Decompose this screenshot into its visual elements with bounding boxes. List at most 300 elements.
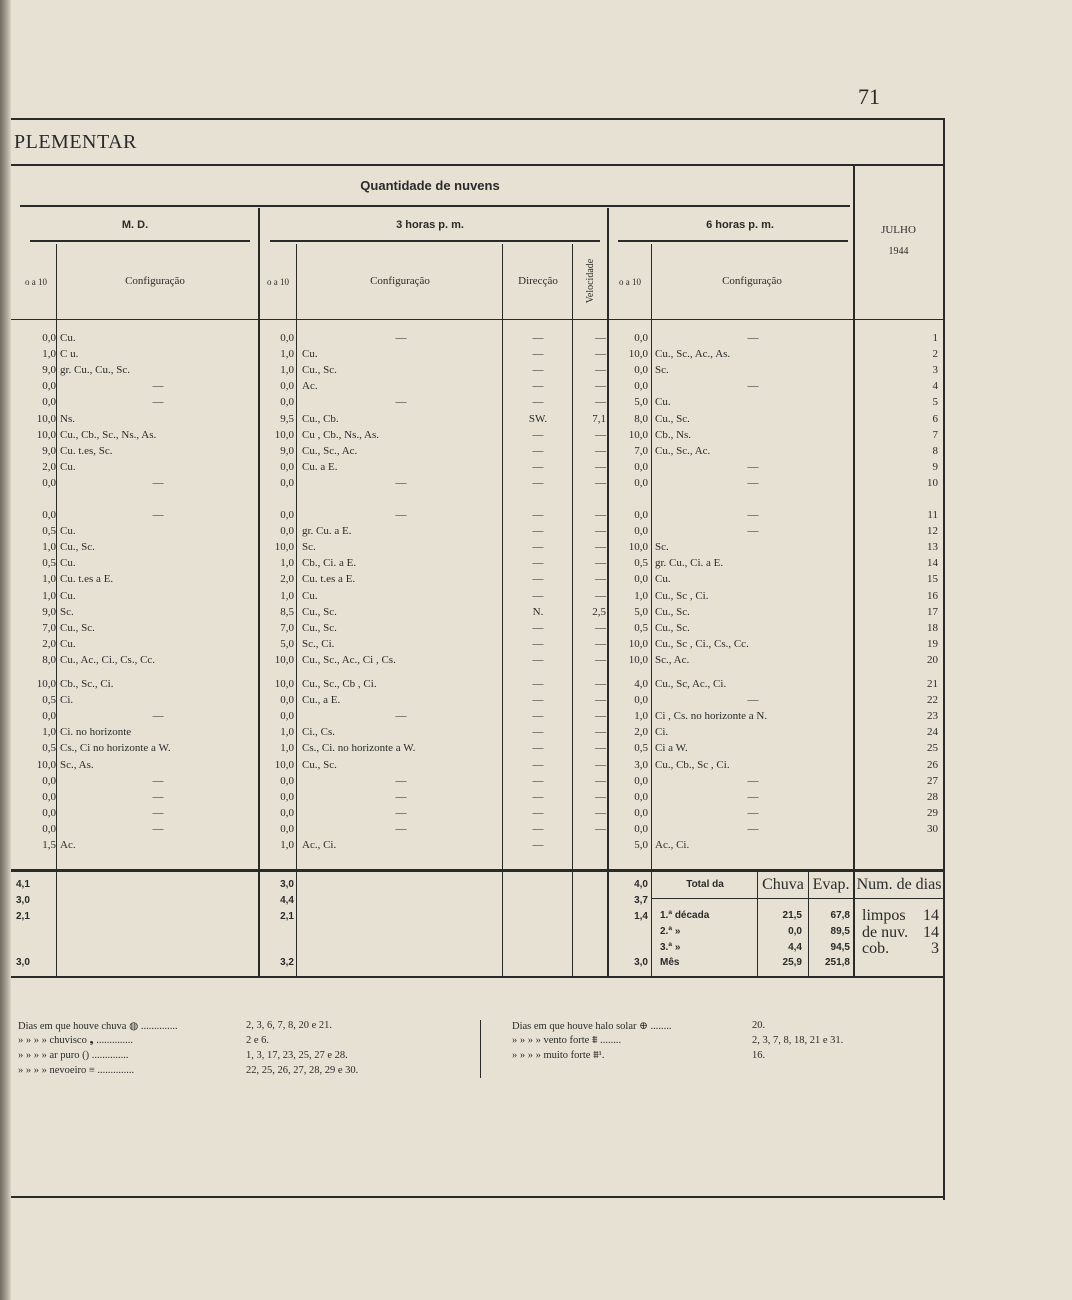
direccao-cell: — — [532, 839, 544, 851]
velocidade-cell: — — [595, 396, 606, 409]
h6-config-cell: — — [747, 774, 759, 787]
h6-config-cell: Sc., Ac. — [655, 653, 690, 666]
h3-config-cell: Cu., Sc. — [302, 758, 337, 771]
group-3h: 3 horas p. m. — [396, 219, 464, 231]
md-cover-cell: 7,0 — [42, 621, 56, 634]
h3-config-cell: — — [395, 710, 407, 723]
h6-cover-cell: 0,0 — [634, 332, 648, 344]
md-config-cell: Cu., Ac., Ci., Cs., Cc. — [60, 653, 156, 666]
h3-cover-cell: 10,0 — [274, 541, 294, 554]
direccao-cell: — — [532, 694, 544, 707]
note-right-value: 16. — [752, 1050, 766, 1061]
summary-evap-value: 67,8 — [830, 910, 850, 921]
day-cell: 2 — [932, 348, 938, 361]
direccao-cell: — — [532, 396, 544, 409]
day-cell: 19 — [927, 637, 938, 650]
day-cell: 15 — [927, 573, 938, 586]
velocidade-cell: — — [595, 460, 606, 473]
days-count: 14 — [923, 924, 939, 941]
h6-config-cell: — — [747, 509, 759, 521]
h6-config-cell: Cu., Sc , Ci., Cs., Cc. — [655, 637, 749, 650]
velocidade-cell: — — [595, 380, 606, 393]
h3-cover-cell: 0,0 — [280, 460, 294, 473]
md-cover-cell: 1,0 — [42, 726, 56, 739]
h6-cover-cell: 2,0 — [634, 726, 648, 739]
days-count: 14 — [923, 907, 939, 924]
h6-cover-cell: 0,5 — [634, 621, 648, 634]
summary-period: 2.ª » — [660, 926, 681, 937]
days-count: 3 — [931, 940, 939, 957]
day-cell: 6 — [932, 412, 938, 425]
summary-table-header-rule — [651, 898, 853, 899]
group-md: M. D. — [121, 219, 149, 231]
velocidade-cell: — — [595, 790, 606, 803]
velocidade-cell: — — [595, 364, 606, 377]
header-bottom-rule — [11, 319, 943, 320]
md-cover-cell: 10,0 — [36, 678, 56, 690]
h6-cover-cell: 0,0 — [634, 380, 648, 393]
h3-cover-cell: 10,0 — [274, 678, 294, 690]
h6-cover-cell: 5,0 — [634, 605, 648, 618]
direccao-cell: — — [532, 541, 544, 554]
summary-md-value: 3,0 — [16, 895, 30, 906]
h6-cover-cell: 1,0 — [634, 589, 648, 602]
col-divider-velocidade — [607, 208, 609, 978]
day-cell: 12 — [927, 525, 938, 538]
h3-config-cell: Cu., Sc., Cb , Ci. — [302, 678, 377, 690]
summary-6h-value: 4,0 — [634, 879, 648, 890]
h6-config-cell: — — [747, 476, 759, 489]
h3-cover-cell: 0,0 — [280, 790, 294, 803]
md-config-cell: — — [152, 380, 164, 393]
md-config-cell: Ci. — [60, 694, 74, 707]
md-cover-cell: 0,0 — [42, 509, 56, 521]
summary-top-rule — [11, 869, 943, 872]
h3-cover-cell: 0,0 — [280, 509, 294, 521]
md-config-cell: Cu. — [60, 589, 76, 602]
summary-evap-value: 89,5 — [830, 926, 850, 937]
summary-chuva-value: 21,5 — [782, 910, 802, 921]
velocidade-cell: 7,1 — [592, 412, 606, 425]
direccao-cell: — — [532, 476, 544, 489]
h3-cover-cell: 1,0 — [280, 726, 294, 739]
h6-cover-cell: 7,0 — [634, 444, 648, 457]
velocidade-cell: 2,5 — [592, 605, 606, 618]
h3-config-cell: Cu., Sc. — [302, 621, 337, 634]
day-cell: 16 — [927, 589, 938, 602]
summary-header-chuva: Chuva — [762, 876, 804, 893]
md-config-cell: Cu. — [60, 637, 76, 650]
summary-6h-value: 3,0 — [634, 957, 648, 968]
velocidade-cell: — — [595, 444, 606, 457]
summary-period: Mês — [660, 957, 680, 968]
h3-config-cell: — — [395, 476, 407, 489]
md-config-cell: Cu., Sc. — [60, 541, 95, 554]
day-cell: 30 — [927, 822, 938, 835]
h3-cover-cell: 0,0 — [280, 476, 294, 489]
md-config-cell: gr. Cu., Cu., Sc. — [60, 364, 130, 377]
h6-cover-cell: 5,0 — [634, 396, 648, 409]
h3-cover-cell: 0,0 — [280, 710, 294, 723]
summary-header-total: Total da — [686, 879, 724, 890]
summary-chuva-value: 25,9 — [782, 957, 802, 968]
h6-config-cell: Cu., Sc. — [655, 621, 690, 634]
h6-config-cell: Cu., Sc., Ac. — [655, 444, 711, 457]
days-label: cob. — [862, 940, 890, 957]
h6-cover-cell: 10,0 — [628, 428, 648, 441]
direccao-cell: — — [532, 678, 544, 690]
direccao-cell: — — [532, 822, 544, 835]
h3-cover-cell: 5,0 — [280, 637, 294, 650]
h3-cover-cell: 0,0 — [280, 694, 294, 707]
note-left-value: 1, 3, 17, 23, 25, 27 e 28. — [246, 1050, 348, 1061]
md-cover-cell: 10,0 — [36, 412, 56, 425]
summary-period: 3.ª » — [660, 942, 681, 953]
h3-cover-cell: 7,0 — [280, 621, 294, 634]
day-cell: 17 — [927, 605, 938, 618]
day-cell: 14 — [927, 557, 938, 570]
direccao-cell: N. — [532, 605, 544, 618]
h6-cover-cell: 0,0 — [634, 476, 648, 489]
summary-6h-value: 3,7 — [634, 895, 648, 906]
md-config-cell: Sc. — [60, 605, 74, 618]
direccao-cell: — — [532, 758, 544, 771]
h6-config-cell: — — [747, 332, 759, 344]
group-6h: 6 horas p. m. — [706, 219, 774, 231]
velocidade-cell: — — [595, 726, 606, 739]
h3-config-cell: Cu. — [302, 589, 318, 602]
day-cell: 8 — [932, 444, 938, 457]
summary-md-value: 4,1 — [16, 879, 30, 890]
h3-config-cell: Cs., Ci. no horizonte a W. — [302, 742, 416, 755]
days-header: Num. de dias — [856, 876, 942, 893]
md-config-cell: Cs., Ci no horizonte a W. — [60, 742, 171, 755]
h6-cover-cell: 10,0 — [628, 541, 648, 554]
velocidade-cell: — — [595, 589, 606, 602]
velocidade-cell: — — [595, 509, 606, 521]
md-config-cell: Cu. t.es a E. — [60, 573, 114, 586]
md-cover-cell: 0,0 — [42, 774, 56, 787]
h6-cover-cell: 0,0 — [634, 774, 648, 787]
days-label: limpos — [862, 907, 906, 924]
h6-cover-cell: 0,0 — [634, 509, 648, 521]
day-cell: 27 — [927, 774, 938, 787]
h6-cover-cell: 1,0 — [634, 710, 648, 723]
md-cover-cell: 1,0 — [42, 589, 56, 602]
h6-cover-cell: 4,0 — [634, 678, 648, 690]
group-md-brace — [30, 240, 250, 242]
day-cell: 29 — [927, 806, 938, 819]
col-6h-scale: o a 10 — [619, 277, 641, 287]
summary-3h-value: 4,4 — [280, 895, 294, 906]
md-config-cell: — — [152, 790, 164, 803]
h6-config-cell: Cu., Sc. — [655, 605, 690, 618]
h3-cover-cell: 0,0 — [280, 806, 294, 819]
day-cell: 21 — [927, 678, 938, 690]
day-cell: 1 — [932, 332, 938, 344]
md-cover-cell: 2,0 — [42, 460, 56, 473]
col-3h-scale: o a 10 — [267, 277, 289, 287]
year-label: 1944 — [888, 246, 909, 257]
h3-config-cell: — — [395, 806, 407, 819]
velocidade-cell: — — [595, 541, 606, 554]
col-divider-3h-scale — [296, 244, 297, 978]
h3-cover-cell: 8,5 — [280, 605, 294, 618]
direccao-cell: — — [532, 525, 544, 538]
note-right-value: 2, 3, 7, 8, 18, 21 e 31. — [752, 1035, 844, 1046]
h3-config-cell: — — [395, 509, 407, 521]
group-6h-brace — [618, 240, 848, 242]
h6-config-cell: — — [747, 460, 759, 473]
md-cover-cell: 8,0 — [42, 653, 56, 666]
note-right-label: » » » » muito forte ⩩¹. — [512, 1050, 605, 1061]
direccao-cell: — — [532, 589, 544, 602]
summary-md-value: 3,0 — [16, 957, 30, 968]
velocidade-cell: — — [595, 742, 606, 755]
note-left-value: 22, 25, 26, 27, 28, 29 e 30. — [246, 1065, 359, 1076]
direccao-cell: — — [532, 573, 544, 586]
h3-cover-cell: 2,0 — [280, 573, 294, 586]
md-cover-cell: 0,5 — [42, 694, 56, 707]
h6-config-cell: Cu. — [655, 396, 671, 409]
h6-config-cell: Cu. — [655, 573, 671, 586]
velocidade-cell: — — [595, 637, 606, 650]
summary-divider-evap — [808, 872, 809, 978]
summary-chuva-value: 4,4 — [788, 942, 802, 953]
h6-config-cell: — — [747, 806, 759, 819]
md-config-cell: — — [152, 710, 164, 723]
velocidade-cell: — — [595, 332, 606, 344]
h3-config-cell: Cu. — [302, 348, 318, 361]
md-cover-cell: 10,0 — [36, 758, 56, 771]
direccao-cell: — — [532, 637, 544, 650]
md-config-cell: — — [152, 476, 164, 489]
h6-cover-cell: 0,0 — [634, 573, 648, 586]
summary-chuva-value: 0,0 — [788, 926, 802, 937]
day-cell: 25 — [927, 742, 938, 755]
md-cover-cell: 1,0 — [42, 541, 56, 554]
direccao-cell: — — [532, 790, 544, 803]
h3-config-cell: Ac., Ci. — [302, 839, 337, 851]
day-cell: 20 — [927, 653, 938, 666]
day-cell: 7 — [932, 428, 938, 441]
direccao-cell: — — [532, 444, 544, 457]
h6-cover-cell: 0,5 — [634, 742, 648, 755]
frame-right-line — [943, 118, 945, 1200]
day-cell: 26 — [927, 758, 938, 771]
md-config-cell: Sc., As. — [60, 758, 94, 771]
direccao-cell: — — [532, 460, 544, 473]
summary-evap-value: 251,8 — [824, 957, 850, 968]
h3-config-cell: Ac. — [302, 380, 318, 393]
h6-cover-cell: 10,0 — [628, 637, 648, 650]
md-cover-cell: 0,5 — [42, 557, 56, 570]
col-direccao: Direcção — [518, 275, 558, 287]
h3-cover-cell: 10,0 — [274, 758, 294, 771]
h6-config-cell: — — [747, 694, 759, 707]
direccao-cell: — — [532, 774, 544, 787]
md-config-cell: — — [152, 509, 164, 521]
md-config-cell: Cu. t.es, Sc. — [60, 444, 113, 457]
h3-config-cell: Sc. — [302, 541, 316, 554]
h6-config-cell: Cu., Sc , Ci. — [655, 589, 709, 602]
h3-cover-cell: 9,0 — [280, 444, 294, 457]
h3-cover-cell: 1,0 — [280, 348, 294, 361]
direccao-cell: — — [532, 364, 544, 377]
md-cover-cell: 2,0 — [42, 637, 56, 650]
h6-config-cell: gr. Cu., Ci. a E. — [655, 557, 724, 570]
md-config-cell: — — [152, 774, 164, 787]
h3-cover-cell: 0,0 — [280, 822, 294, 835]
h3-cover-cell: 0,0 — [280, 380, 294, 393]
col-md-config: Configuração — [125, 275, 185, 287]
direccao-cell: SW. — [528, 412, 548, 425]
page-number: 71 — [858, 84, 880, 109]
section-brace-line — [20, 205, 850, 207]
h6-config-cell: Sc. — [655, 541, 669, 554]
h3-config-cell: — — [395, 774, 407, 787]
summary-header-evap: Evap. — [812, 876, 850, 893]
h3-config-cell: — — [395, 332, 407, 344]
direccao-cell: — — [532, 509, 544, 521]
h6-cover-cell: 3,0 — [634, 758, 648, 771]
h6-config-cell: Cb., Ns. — [655, 428, 692, 441]
summary-3h-value: 2,1 — [280, 911, 294, 922]
velocidade-cell: — — [595, 525, 606, 538]
h6-cover-cell: 0,0 — [634, 822, 648, 835]
summary-bottom-rule — [11, 976, 943, 978]
velocidade-cell: — — [595, 806, 606, 819]
summary-3h-value: 3,2 — [280, 957, 294, 968]
summary-divider-chuva — [757, 872, 758, 978]
velocidade-cell: — — [595, 694, 606, 707]
note-left-label: Dias em que houve chuva ◍ .............. — [18, 1021, 178, 1032]
velocidade-cell: — — [595, 573, 606, 586]
direccao-cell: — — [532, 653, 544, 666]
page-title: PLEMENTAR — [14, 131, 137, 153]
summary-3h-value: 3,0 — [280, 879, 294, 890]
h6-cover-cell: 0,0 — [634, 525, 648, 538]
direccao-cell: — — [532, 621, 544, 634]
day-cell: 28 — [927, 790, 938, 803]
h3-config-cell: Ci., Cs. — [302, 726, 336, 739]
h6-cover-cell: 0,0 — [634, 790, 648, 803]
h3-cover-cell: 0,0 — [280, 332, 294, 344]
velocidade-cell: — — [595, 348, 606, 361]
md-cover-cell: 0,0 — [42, 380, 56, 393]
md-cover-cell: 1,0 — [42, 573, 56, 586]
md-cover-cell: 9,0 — [42, 605, 56, 618]
note-right-value: 20. — [752, 1020, 766, 1031]
month-label: JULHO — [881, 224, 916, 236]
h3-config-cell: — — [395, 790, 407, 803]
col-6h-config: Configuração — [722, 275, 782, 287]
md-cover-cell: 9,0 — [42, 364, 56, 377]
h3-cover-cell: 0,0 — [280, 774, 294, 787]
md-config-cell: Ns. — [60, 412, 75, 425]
direccao-cell: — — [532, 557, 544, 570]
note-left-label: » » » » nevoeiro ≡ .............. — [18, 1065, 135, 1076]
h6-config-cell: Ci , Cs. no horizonte a N. — [655, 710, 768, 723]
md-cover-cell: 10,0 — [36, 428, 56, 441]
h6-config-cell: Cu., Sc., Ac., As. — [655, 348, 731, 361]
day-cell: 4 — [932, 380, 938, 393]
md-config-cell: Cu. — [60, 460, 76, 473]
h6-config-cell: Ac., Ci. — [655, 839, 690, 851]
md-config-cell: Cu., Sc. — [60, 621, 95, 634]
h3-cover-cell: 10,0 — [274, 428, 294, 441]
md-config-cell: — — [152, 806, 164, 819]
day-cell: 24 — [927, 726, 938, 739]
md-config-cell: Cu. — [60, 332, 76, 344]
col-divider-6h-scale — [651, 244, 652, 978]
direccao-cell: — — [532, 348, 544, 361]
h3-cover-cell: 1,0 — [280, 839, 294, 851]
col-divider-month — [853, 166, 855, 978]
h6-config-cell: Ci. — [655, 726, 669, 739]
h3-config-cell: Cu., Sc. — [302, 364, 337, 377]
h6-cover-cell: 0,5 — [634, 557, 648, 570]
md-cover-cell: 0,0 — [42, 822, 56, 835]
velocidade-cell: — — [595, 822, 606, 835]
direccao-cell: — — [532, 742, 544, 755]
h6-config-cell: — — [747, 790, 759, 803]
md-config-cell: Cu., Cb., Sc., Ns., As. — [60, 428, 157, 441]
h6-cover-cell: 8,0 — [634, 412, 648, 425]
md-cover-cell: 0,5 — [42, 525, 56, 538]
h3-cover-cell: 1,0 — [280, 589, 294, 602]
h3-config-cell: Cu., Cb. — [302, 412, 339, 425]
col-divider-md-scale — [56, 244, 57, 978]
direccao-cell: — — [532, 428, 544, 441]
h6-cover-cell: 10,0 — [628, 348, 648, 361]
h6-config-cell: Cu., Sc. — [655, 412, 690, 425]
col-3h-config: Configuração — [370, 275, 430, 287]
summary-6h-value: 1,4 — [634, 911, 648, 922]
velocidade-cell: — — [595, 557, 606, 570]
h3-config-cell: Cu., Sc. — [302, 605, 337, 618]
md-config-cell: C u. — [60, 348, 79, 361]
h3-config-cell: Sc., Ci. — [302, 637, 335, 650]
day-cell: 3 — [932, 364, 938, 377]
note-right-label: Dias em que houve halo solar ⊕ ........ — [512, 1021, 672, 1032]
h6-cover-cell: 0,0 — [634, 364, 648, 377]
md-cover-cell: 0,0 — [42, 476, 56, 489]
h3-config-cell: Cu. t.es a E. — [302, 573, 356, 586]
notes-divider — [480, 1020, 481, 1078]
direccao-cell: — — [532, 710, 544, 723]
md-cover-cell: 1,5 — [42, 839, 56, 851]
md-config-cell: — — [152, 822, 164, 835]
h3-cover-cell: 10,0 — [274, 653, 294, 666]
direccao-cell: — — [532, 380, 544, 393]
col-md-scale: o a 10 — [25, 277, 47, 287]
summary-evap-value: 94,5 — [830, 942, 850, 953]
h6-config-cell: Cu., Sc, Ac., Ci. — [655, 678, 727, 690]
group-3h-brace — [270, 240, 600, 242]
day-cell: 23 — [927, 710, 938, 723]
md-config-cell: Ac. — [60, 839, 76, 851]
summary-period: 1.ª década — [660, 910, 710, 921]
day-cell: 9 — [932, 460, 938, 473]
h6-config-cell: Cu., Cb., Sc , Ci. — [655, 758, 730, 771]
days-header-rule — [853, 898, 943, 899]
velocidade-cell: — — [595, 678, 606, 690]
md-cover-cell: 0,0 — [42, 332, 56, 344]
direccao-cell: — — [532, 726, 544, 739]
note-left-label: » » » » ar puro () .............. — [18, 1050, 129, 1061]
day-cell: 11 — [927, 509, 938, 521]
